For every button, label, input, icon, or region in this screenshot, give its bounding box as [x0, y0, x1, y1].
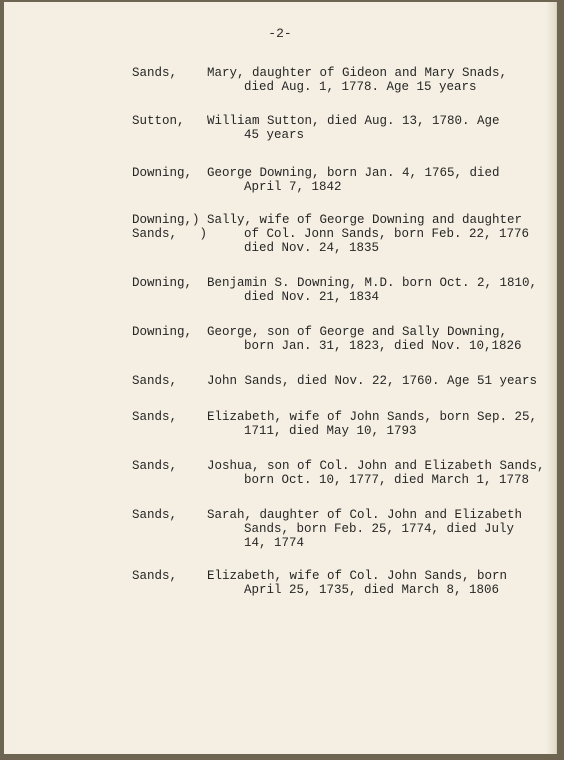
- entry-description: [207, 213, 529, 255]
- page-edge-shadow: [546, 2, 556, 754]
- entry-line: died Nov. 24, 1835: [244, 241, 380, 255]
- entry-line: April 7, 1842: [244, 180, 342, 194]
- entry-description: [207, 325, 522, 353]
- entry-description: [207, 410, 537, 438]
- entry-surname: Sands,: [132, 66, 178, 80]
- entry-line: Sarah, daughter of Col. John and Elizabeth: [207, 508, 523, 522]
- entry-surname: Downing,) Sands, ): [132, 213, 208, 241]
- page-number: -2-: [268, 26, 292, 41]
- entry-surname: Sands,: [132, 508, 178, 522]
- entry-line: Elizabeth, wife of John Sands, born Sep. 25,: [207, 410, 538, 424]
- entry-surname: Sands,: [132, 374, 178, 388]
- entry-line: Sands, born Feb. 25, 1774, died July: [244, 522, 515, 536]
- entry-surname: Downing,: [132, 325, 193, 339]
- entry-line: Sally, wife of George Downing and daughter: [207, 213, 523, 227]
- entry-surname: Sands,: [132, 569, 178, 583]
- entry-line: born Oct. 10, 1777, died March 1, 1778: [244, 473, 530, 487]
- entry-description: [207, 166, 500, 194]
- entry-description: [207, 374, 537, 388]
- entry-line: born Jan. 31, 1823, died Nov. 10,1826: [244, 339, 522, 353]
- entry-description: [207, 276, 537, 304]
- entry-description: [207, 569, 507, 597]
- entry-line: 14, 1774: [244, 536, 305, 550]
- entry-line: Benjamin S. Downing, M.D. born Oct. 2, 1810,: [207, 276, 538, 290]
- entry-description: [207, 459, 545, 487]
- entry-surname: Downing,: [132, 276, 193, 290]
- entry-line: Elizabeth, wife of Col. John Sands, born: [207, 569, 508, 583]
- entry-line: Mary, daughter of Gideon and Mary Snads,: [207, 66, 508, 80]
- entry-line: died Nov. 21, 1834: [244, 290, 380, 304]
- entry-description: [207, 114, 500, 142]
- entry-line: George, son of George and Sally Downing,: [207, 325, 508, 339]
- entry-line: William Sutton, died Aug. 13, 1780. Age: [207, 114, 500, 128]
- entry-description: [207, 66, 507, 94]
- entry-line: George Downing, born Jan. 4, 1765, died: [207, 166, 500, 180]
- entry-surname: Sutton,: [132, 114, 185, 128]
- entry-line: 1711, died May 10, 1793: [244, 424, 417, 438]
- entry-line: April 25, 1735, died March 8, 1806: [244, 583, 500, 597]
- entry-line: of Col. Jonn Sands, born Feb. 22, 1776: [244, 227, 530, 241]
- entry-line: John Sands, died Nov. 22, 1760. Age 51 years: [207, 374, 538, 388]
- entry-line: Joshua, son of Col. John and Elizabeth Sands,: [207, 459, 545, 473]
- entry-description: [207, 508, 522, 550]
- entry-line: died Aug. 1, 1778. Age 15 years: [244, 80, 477, 94]
- entry-surname: Sands,: [132, 410, 178, 424]
- entry-surname: Sands,: [132, 459, 178, 473]
- entry-surname: Downing,: [132, 166, 193, 180]
- document-page: [4, 2, 557, 754]
- entry-line: 45 years: [244, 128, 305, 142]
